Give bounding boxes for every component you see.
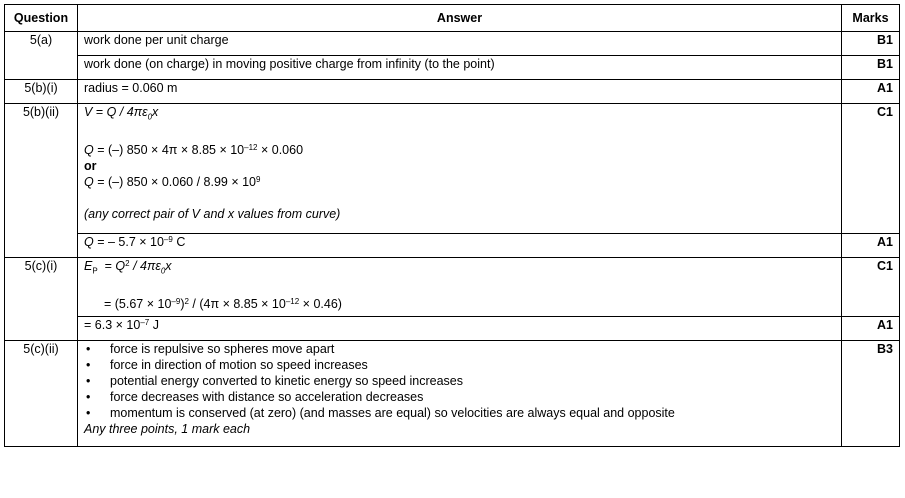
formula-text: = (–) 850 × 0.060 / 8.99 × 10 — [93, 174, 257, 189]
superscript: 9 — [256, 174, 261, 184]
answer-text: radius = 0.060 m — [78, 80, 842, 104]
answer-text: work done per unit charge — [78, 32, 842, 56]
symbol-q: Q — [106, 105, 117, 119]
formula-text: = 6.3 × 10 — [84, 318, 141, 332]
formula-text: / 4πε — [129, 259, 161, 273]
formula-text: / 4πε — [116, 105, 148, 119]
mark-value: B3 — [842, 341, 900, 447]
table-row — [5, 234, 900, 258]
mark-value: B1 — [842, 32, 900, 56]
mark-value: C1 — [842, 104, 900, 234]
answer-text — [78, 234, 842, 258]
symbol-v: V — [84, 105, 93, 119]
or-text: or — [84, 158, 97, 173]
subscript: 0 — [147, 112, 153, 122]
question-label: 5(c)(i) — [5, 258, 78, 341]
mark-scheme-table — [4, 4, 900, 447]
table-row — [5, 32, 900, 56]
answer-block — [78, 258, 842, 317]
eq-sign: = — [97, 259, 116, 273]
superscript: –12 — [244, 142, 258, 152]
mark-value: A1 — [842, 80, 900, 104]
symbol-q: Q — [84, 235, 94, 249]
symbol-q: Q — [84, 142, 94, 157]
formula-text: = (–) 850 × 4π × 8.85 × 10 — [93, 142, 245, 157]
superscript: –9 — [171, 296, 181, 306]
formula-text: C — [172, 235, 186, 249]
formula-text: J — [149, 318, 159, 332]
equation-line — [84, 296, 835, 312]
header-question: Question — [5, 5, 78, 32]
answer-block — [78, 341, 842, 447]
answer-text: work done (on charge) in moving positive charge from infinity (to the point) — [78, 56, 842, 80]
question-label: 5(b)(ii) — [5, 104, 78, 258]
formula-text: × 0.46) — [299, 296, 342, 311]
question-label: 5(c)(ii) — [5, 341, 78, 447]
mark-value: C1 — [842, 258, 900, 317]
table-row — [5, 80, 900, 104]
superscript: –12 — [285, 296, 300, 306]
superscript: –7 — [140, 318, 150, 327]
symbol-q: Q — [84, 174, 94, 189]
superscript: 2 — [125, 259, 130, 268]
note-text: (any correct pair of V and x values from curve) — [84, 206, 341, 221]
equation-line — [84, 104, 835, 126]
list-item: • force decreases with distance so acceleration decreases — [84, 389, 835, 405]
symbol-q: Q — [115, 259, 126, 273]
formula-text: × 0.060 — [257, 142, 304, 157]
symbol-x: x — [152, 105, 159, 119]
subscript: P — [92, 266, 98, 276]
list-item: • momentum is conserved (at zero) (and masses are equal) so velocities are always equal and opposite — [84, 405, 835, 421]
answer-block — [78, 104, 842, 234]
equation-line — [84, 142, 835, 158]
formula-text: = (5.67 × 10 — [104, 296, 172, 311]
formula-text: / (4π × 8.85 × 10 — [188, 296, 286, 311]
subscript: 0 — [160, 266, 166, 276]
mark-value: A1 — [842, 317, 900, 341]
note-text: Any three points, 1 mark each — [84, 422, 251, 436]
question-label: 5(b)(i) — [5, 80, 78, 104]
table-row — [5, 104, 900, 234]
formula-text: = – 5.7 × 10 — [93, 235, 164, 249]
table-row — [5, 258, 900, 317]
mark-value: B1 — [842, 56, 900, 80]
table-row — [5, 317, 900, 341]
superscript: 2 — [184, 296, 189, 306]
symbol-x: x — [165, 259, 172, 273]
symbol-e: E — [84, 259, 93, 273]
points-list — [84, 341, 835, 421]
formula-text: ) — [180, 296, 185, 311]
table-row — [5, 56, 900, 80]
table-row — [5, 341, 900, 447]
mark-value: A1 — [842, 234, 900, 258]
equation-line — [84, 258, 835, 280]
header-answer: Answer — [78, 5, 842, 32]
eq-sign: = — [92, 105, 107, 119]
header-marks: Marks — [842, 5, 900, 32]
header-row — [5, 5, 900, 32]
list-item: • force is repulsive so spheres move apart — [84, 341, 835, 357]
superscript: –9 — [163, 235, 173, 244]
question-label: 5(a) — [5, 32, 78, 80]
list-item: • potential energy converted to kinetic energy so speed increases — [84, 373, 835, 389]
list-item: • force in direction of motion so speed increases — [84, 357, 835, 373]
equation-line — [84, 174, 835, 190]
answer-text — [78, 317, 842, 341]
